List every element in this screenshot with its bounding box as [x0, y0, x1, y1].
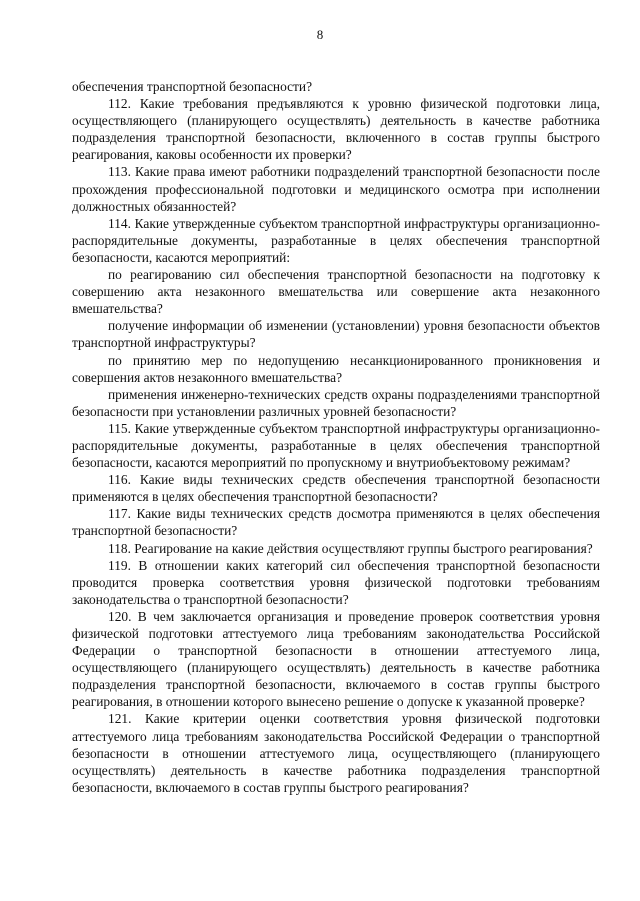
question-115: 115. Какие утвержденные субъектом транспортной инфраструктуры организационно-распорядительные документы, разработанные в целях обеспечения транспортной безопасности, касаются мероприятий по пропускному и внутриобъектовому режимам? [72, 420, 600, 471]
question-114-item-security-level: получение информации об изменении (установлении) уровня безопасности объектов транспортной инфраструктуры? [72, 318, 600, 351]
paragraph-continuation: обеспечения транспортной безопасности? [72, 79, 313, 94]
question-121: 121. Какие критерии оценки соответствия уровня физической подготовки аттестуемого лица требованиям законодательства Российской Федерации о транспортной безопасности в отношении аттестуемого лица, осуществляющего (планирующего осуществлять) деятельность в качестве работника подразделения транспортной безопасности, включаемого в состав группы быстрого реагирования? [72, 711, 600, 795]
question-117: 117. Какие виды технических средств досмотра применяются в целях обеспечения транспортной безопасности? [72, 506, 600, 539]
question-118: 118. Реагирование на какие действия осуществляют группы быстрого реагирования? [108, 540, 593, 556]
question-112: 112. Какие требования предъявляются к уровню физической подготовки лица, осуществляющего (планирующего осуществлять) деятельность в качестве работника подразделения транспортной безопасности, включенного в состав группы быстрого реагирования, каковы особенности их проверки? [72, 96, 600, 163]
question-116: 116. Какие виды технических средств обеспечения транспортной безопасности применяются в целях обеспечения транспортной безопасности? [72, 472, 600, 505]
question-114: 114. Какие утвержденные субъектом транспортной инфраструктуры организационно-распорядительные документы, разработанные в целях обеспечения транспортной безопасности, касаются мероприятий: [72, 215, 600, 265]
question-119: 119. В отношении каких категорий сил обеспечения транспортной безопасности проводится проверка соответствия уровня физической подготовки требованиям законодательства о транспортной безопасности? [72, 557, 600, 607]
page-number: 8 [316, 27, 324, 42]
question-114-item-prevention: по принятию мер по недопущению несанкционированного проникновения и совершения актов незаконного вмешательства? [72, 352, 600, 385]
question-114-item-response: по реагированию сил обеспечения транспортной безопасности на подготовку к совершению акта незаконного вмешательства или совершение акта незаконного вмешательства? [72, 267, 600, 317]
document-body [72, 78, 600, 796]
question-114-item-technical-means: применения инженерно-технических средств охраны подразделениями транспортной безопасности при установлении различных уровней безопасности? [72, 386, 600, 419]
question-113: 113. Какие права имеют работники подразделений транспортной безопасности после прохождения профессиональной подготовки и медицинского осмотра при исполнении должностных обязанностей? [72, 164, 600, 214]
question-120: 120. В чем заключается организация и проведение проверок соответствия уровня физической подготовки аттестуемого лица требованиям законодательства Российской Федерации о транспортной безопасности в отношении аттестуемого лица, осуществляющего (планирующего осуществлять) деятельность в качестве работника подразделения транспортной безопасности, включаемого в состав группы быстрого реагирования, в отношении которого вынесено решение о допуске к указанной проверке? [72, 608, 600, 710]
